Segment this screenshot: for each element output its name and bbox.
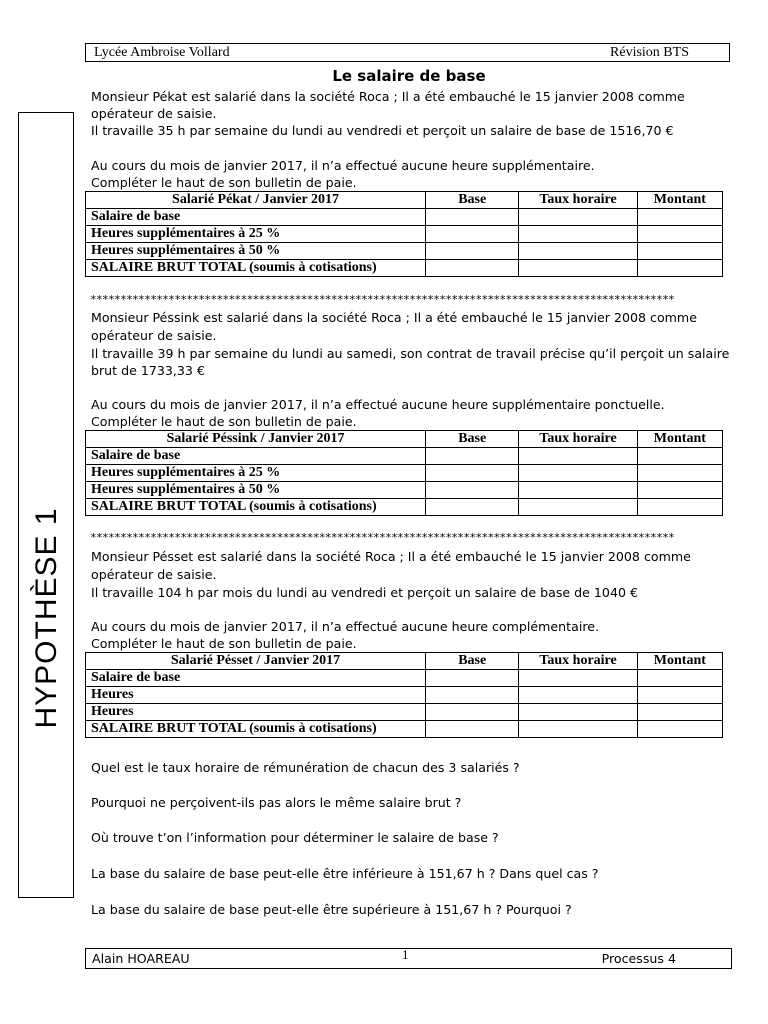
page-footer xyxy=(85,948,732,969)
question-5: La base du salaire de base peut-elle être supérieure à 151,67 h ? Pourquoi ? xyxy=(91,902,572,917)
table-row xyxy=(86,721,723,738)
cell-input[interactable] xyxy=(637,209,722,226)
col-taux: Taux horaire xyxy=(519,653,637,670)
row-label: Salaire de base xyxy=(86,448,426,465)
s3-line2: opérateur de saisie. xyxy=(91,567,217,582)
row-label: Heures xyxy=(86,704,426,721)
s2-line5: Au cours du mois de janvier 2017, il n’a effectué aucune heure supplémentaire ponctuelle. xyxy=(91,397,665,412)
row-label: SALAIRE BRUT TOTAL (soumis à cotisations) xyxy=(86,260,426,277)
cell-input[interactable] xyxy=(519,226,637,243)
cell-input[interactable] xyxy=(426,260,519,277)
s2-line2: opérateur de saisie. xyxy=(91,328,217,343)
cell-input[interactable] xyxy=(637,704,722,721)
s3-line4: Au cours du mois de janvier 2017, il n’a effectué aucune heure complémentaire. xyxy=(91,619,599,634)
table-row xyxy=(86,226,723,243)
col-montant: Montant xyxy=(637,653,722,670)
question-3: Où trouve t’on l’information pour déterminer le salaire de base ? xyxy=(91,830,499,845)
row-label: SALAIRE BRUT TOTAL (soumis à cotisations) xyxy=(86,721,426,738)
s2-line1: Monsieur Péssink est salarié dans la société Roca ; Il a été embauché le 15 janvier 2008 comme xyxy=(91,310,697,325)
cell-input[interactable] xyxy=(519,209,637,226)
cell-input[interactable] xyxy=(519,482,637,499)
col-montant: Montant xyxy=(637,192,722,209)
row-label: Heures xyxy=(86,687,426,704)
question-1: Quel est le taux horaire de rémunération de chacun des 3 salariés ? xyxy=(91,760,520,775)
cell-input[interactable] xyxy=(637,499,722,516)
s1-line3: Il travaille 35 h par semaine du lundi au vendredi et perçoit un salaire de base de 1516,70 € xyxy=(91,123,674,138)
row-label: Heures supplémentaires à 50 % xyxy=(86,243,426,260)
table-row xyxy=(86,499,723,516)
cell-input[interactable] xyxy=(637,448,722,465)
cell-input[interactable] xyxy=(637,226,722,243)
table-row xyxy=(86,465,723,482)
school-name: Lycée Ambroise Vollard xyxy=(94,45,230,60)
s2-line3: Il travaille 39 h par semaine du lundi au samedi, son contrat de travail précise qu’il perçoit un salaire xyxy=(91,346,730,361)
table-row xyxy=(86,243,723,260)
payslip-table-pekat xyxy=(85,191,723,277)
s3-line5: Compléter le haut de son bulletin de paie. xyxy=(91,636,357,651)
author-name: Alain HOAREAU xyxy=(92,951,190,966)
s1-line2: opérateur de saisie. xyxy=(91,106,217,121)
hypothesis-sidebar xyxy=(18,112,74,898)
payslip-table-pesset xyxy=(85,652,723,738)
col-base: Base xyxy=(426,431,519,448)
s1-line4: Au cours du mois de janvier 2017, il n’a effectué aucune heure supplémentaire. xyxy=(91,158,595,173)
cell-input[interactable] xyxy=(637,260,722,277)
cell-input[interactable] xyxy=(519,670,637,687)
cell-input[interactable] xyxy=(519,499,637,516)
table-row xyxy=(86,704,723,721)
cell-input[interactable] xyxy=(426,243,519,260)
row-label: Heures supplémentaires à 25 % xyxy=(86,226,426,243)
s2-line4: brut de 1733,33 € xyxy=(91,363,205,378)
col-taux: Taux horaire xyxy=(519,431,637,448)
cell-input[interactable] xyxy=(426,482,519,499)
cell-input[interactable] xyxy=(637,670,722,687)
separator: ************************************************************************************************* xyxy=(90,531,675,544)
table-row xyxy=(86,687,723,704)
cell-input[interactable] xyxy=(426,226,519,243)
col-base: Base xyxy=(426,653,519,670)
row-label: Salaire de base xyxy=(86,670,426,687)
cell-input[interactable] xyxy=(637,687,722,704)
cell-input[interactable] xyxy=(519,721,637,738)
cell-input[interactable] xyxy=(519,465,637,482)
cell-input[interactable] xyxy=(637,482,722,499)
cell-input[interactable] xyxy=(519,704,637,721)
page-title: Le salaire de base xyxy=(332,67,486,85)
hypothesis-label: HYPOTHÈSE 1 xyxy=(30,507,63,729)
row-label: SALAIRE BRUT TOTAL (soumis à cotisations) xyxy=(86,499,426,516)
page-number: 1 xyxy=(402,947,409,962)
table-header: Salarié Pékat / Janvier 2017 xyxy=(86,192,426,209)
cell-input[interactable] xyxy=(519,260,637,277)
cell-input[interactable] xyxy=(637,465,722,482)
row-label: Heures supplémentaires à 25 % xyxy=(86,465,426,482)
course-name: Révision BTS xyxy=(610,45,689,60)
col-base: Base xyxy=(426,192,519,209)
table-row xyxy=(86,670,723,687)
table-row xyxy=(86,448,723,465)
s2-line6: Compléter le haut de son bulletin de paie. xyxy=(91,414,357,429)
table-header: Salarié Pésset / Janvier 2017 xyxy=(86,653,426,670)
row-label: Salaire de base xyxy=(86,209,426,226)
table-row xyxy=(86,209,723,226)
cell-input[interactable] xyxy=(426,670,519,687)
col-taux: Taux horaire xyxy=(519,192,637,209)
question-4: La base du salaire de base peut-elle être inférieure à 151,67 h ? Dans quel cas ? xyxy=(91,866,599,881)
cell-input[interactable] xyxy=(637,243,722,260)
payslip-table-pessink xyxy=(85,430,723,516)
cell-input[interactable] xyxy=(426,209,519,226)
s3-line3: Il travaille 104 h par mois du lundi au vendredi et perçoit un salaire de base de 1040 € xyxy=(91,585,638,600)
table-row xyxy=(86,482,723,499)
s1-line5: Compléter le haut de son bulletin de paie. xyxy=(91,175,357,190)
cell-input[interactable] xyxy=(426,448,519,465)
process-label: Processus 4 xyxy=(601,951,676,966)
page-header xyxy=(85,43,730,62)
cell-input[interactable] xyxy=(426,687,519,704)
separator: ************************************************************************************************* xyxy=(90,293,675,306)
cell-input[interactable] xyxy=(519,243,637,260)
question-2: Pourquoi ne perçoivent-ils pas alors le même salaire brut ? xyxy=(91,795,462,810)
table-row xyxy=(86,260,723,277)
col-montant: Montant xyxy=(637,431,722,448)
s1-line1: Monsieur Pékat est salarié dans la société Roca ; Il a été embauché le 15 janvier 2008 comme xyxy=(91,89,685,104)
cell-input[interactable] xyxy=(519,448,637,465)
table-header: Salarié Péssink / Janvier 2017 xyxy=(86,431,426,448)
cell-input[interactable] xyxy=(426,499,519,516)
cell-input[interactable] xyxy=(426,704,519,721)
row-label: Heures supplémentaires à 50 % xyxy=(86,482,426,499)
cell-input[interactable] xyxy=(426,721,519,738)
cell-input[interactable] xyxy=(519,687,637,704)
s3-line1: Monsieur Pésset est salarié dans la société Roca ; Il a été embauché le 15 janvier 2008 comme xyxy=(91,549,691,564)
cell-input[interactable] xyxy=(426,465,519,482)
cell-input[interactable] xyxy=(637,721,722,738)
